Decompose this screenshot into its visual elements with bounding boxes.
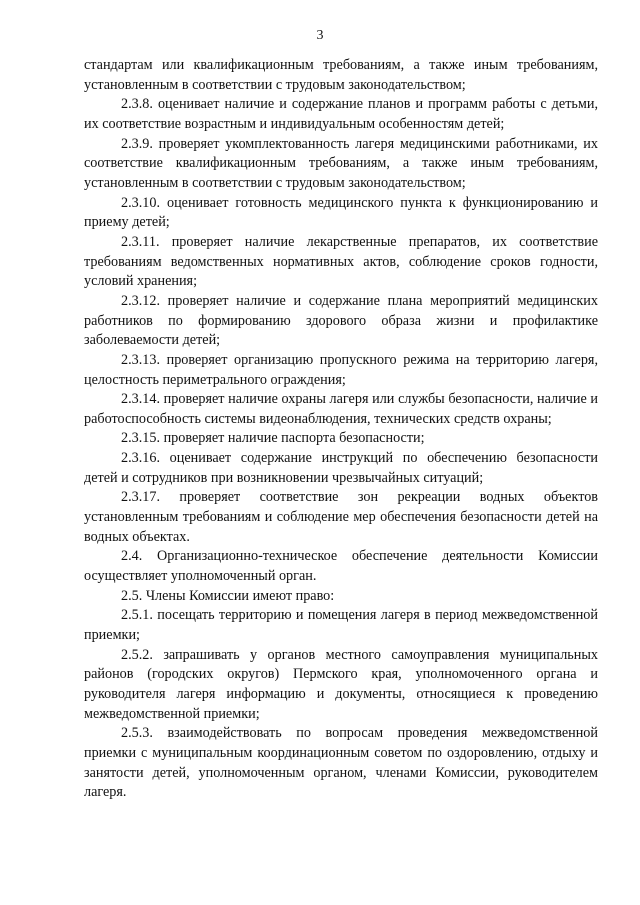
- paragraph-2-3-14: 2.3.14. проверяет наличие охраны лагеря или службы безопасности, наличие и работоспособность системы видеонаблюдения, технических средств охраны;: [84, 391, 598, 427]
- paragraph-2-3-15: 2.3.15. проверяет наличие паспорта безопасности;: [121, 430, 425, 447]
- paragraph-2-3-10: 2.3.10. оценивает готовность медицинского пункта к функционированию и приему детей;: [84, 194, 598, 231]
- page-number: 3: [316, 28, 324, 43]
- paragraph-2-5: 2.5. Члены Комиссии имеют право:: [121, 587, 335, 604]
- paragraph-2-5-3: 2.5.3. взаимодействовать по вопросам проведения межведомственной приемки с муниципальным координационным советом по оздоровлению, отдыху и занятости детей, уполномоченным органом, членами Комиссии, руководителем лагеря.: [84, 725, 598, 801]
- paragraph-2-3-17: 2.3.17. проверяет соответствие зон рекреации водных объектов установленным требованиям и соблюдение мер обеспечения безопасности детей на водных объектах.: [84, 489, 598, 545]
- document-body: [84, 56, 598, 803]
- paragraph-2-3-8: 2.3.8. оценивает наличие и содержание планов и программ работы с детьми, их соответствие возрастным и индивидуальным особенностям детей;: [84, 96, 598, 132]
- paragraph-2-4: 2.4. Организационно-техническое обеспечение деятельности Комиссии осуществляет уполномоченный орган.: [84, 548, 598, 585]
- paragraph-2-5-1: 2.5.1. посещать территорию и помещения лагеря в период межведомственной приемки;: [84, 607, 598, 644]
- paragraph-2-3-12: 2.3.12. проверяет наличие и содержание плана мероприятий медицинских работников по формированию здорового образа жизни и профилактике заболеваемости детей;: [84, 292, 598, 349]
- paragraph-2-3-13: 2.3.13. проверяет организацию пропускного режима на территорию лагеря, целостность периметрального ограждения;: [84, 351, 598, 388]
- paragraph-2-3-16: 2.3.16. оценивает содержание инструкций по обеспечению безопасности детей и сотрудников при возникновении чрезвычайных ситуаций;: [84, 450, 598, 486]
- paragraph-2-3-9: 2.3.9. проверяет укомплектованность лагеря медицинскими работниками, их соответствие квалификационным требованиям, а также иным требованиям, установленным в соответствии с трудовым законодательством;: [84, 135, 598, 191]
- paragraph-2-3-11: 2.3.11. проверяет наличие лекарственные препаратов, их соответствие требованиям ведомственных нормативных актов, соблюдение сроков годности, условий хранения;: [84, 233, 598, 290]
- paragraph-continuation: стандартам или квалификационным требованиям, а также иным требованиям, установленным в соответствии с трудовым законодательством;: [84, 57, 598, 93]
- paragraph-2-5-2: 2.5.2. запрашивать у органов местного самоуправления муниципальных районов (городских округов) Пермского края, уполномоченного органа и руководителя лагеря информацию и документы, относящиеся к проведению межведомственной приемки;: [84, 646, 598, 722]
